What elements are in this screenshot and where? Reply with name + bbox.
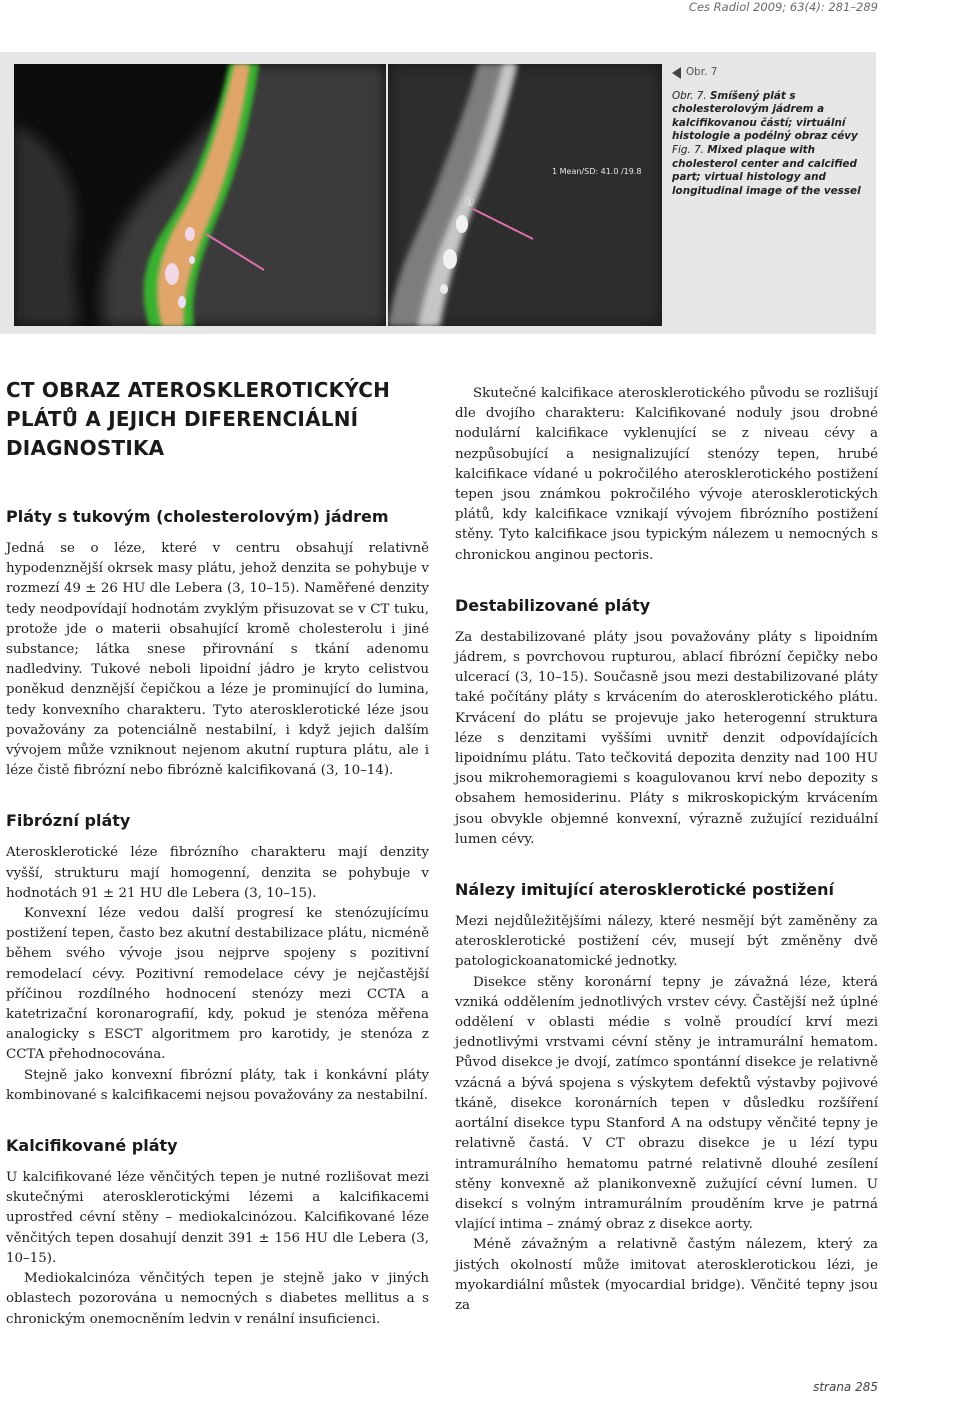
left-column	[6, 376, 429, 1330]
paragraph: Konvexní léze vedou další progresí ke stenózujícímu postižení tepen, často bez akutní destabilizace plátu, nicméně během svého vývoje jsou nejprve spojeny s pozitivní remodelací cévy. Pozitivní remodelace cévy je nejčastější příčinou rozdílného hodnocení stenózy mezi CCTA a katetrizační koronarografií, kdy, pokud je stenóza měřena analogicky s ESCT algoritmem pro karotidy, je stenóza z CCTA přehodnocována.	[6, 906, 429, 1063]
section-title-imitating: Nálezy imitující aterosklerotické postižení	[455, 880, 834, 900]
paragraph: Za destabilizované pláty jsou považovány pláty s lipoidním jádrem, s povrchovou rupturou, ablací fibrózní čepičky nebo ulcerací (3, 10–15). Současně jsou mezi destabilizované pláty také počítány pláty s krvácením do aterosklerotického plátu. Krvácení do plátu se projevuje jako heterogenní struktura léze s denzitami vyššími uvnitř denzit odpovídajících lipoidnímu plátu. Tato tečkovitá depozita denzity nad 100 HU jsou mikrohemoragiemi s koagulovanou krví nebo depozity s obsahem hemosiderinu. Pláty s mikroskopickým krvácením jsou obvykle objemné konvexní, výrazně zužující reziduální lumen cévy.	[455, 629, 878, 847]
paragraph: Jedná se o léze, které v centru obsahují relativně hypodenznější okrsek masy plátu, jehož denzita se pohybuje v rozmezí 49 ± 26 HU dle Lebera (3, 10–15). Naměřené denzity tedy neodpovídají hodnotám zvyklým přisuzovat se v CT tuku, protože jde o materii obsahující kromě cholesterolu i jiné substance; látka snese přirovnání s tkání adenomu nadledviny. Tukové neboli lipoidní jádro je kryto celistvou poněkud denznější čepičkou a léze je prominující do lumina, tedy konvexního charakteru. Tyto aterosklerotické léze jsou považovány za potenciálně nestabilní, i když jejich dalším vývojem může vzniknout nejenom akutní ruptura plátu, ale i léze čistě fibrózní nebo fibrózně kalcifikovaná (3, 10–14).	[6, 541, 429, 779]
paragraph: Disekce stěny koronární tepny je závažná léze, která vzniká oddělením jednotlivých vrstev cévy. Častější než úplné oddělení v oblasti médie s volně proudící krví mezi jednotlivými vrstvami cévní stěny je intramurální hematom. Původ disekce je dvojí, zatímco spontánní disekce je relativně vzácná a bývá spojena s výskytem defektů výstavby pojivové tkáně, disekce koronárních tepen v důsledku rozšíření aortální disekce typu Stanford A na odstupy věnčité tepny je relativně častá. V CT obrazu disekce je u lézí typu intramurálního hematomu patrné relativně dlouhé zesílení stěny konvexně až planikonvexně zužující cévní lumen. U disekcí s volným intramurálním prouděním krve je patrná vlající intima – známý obraz z disekce aorty.	[455, 974, 878, 1233]
section-title-cholesterol: Pláty s tukovým (cholesterolovým) jádrem	[6, 507, 389, 526]
figure-caption	[672, 66, 868, 198]
caption-cz: Obr. 7. Smíšený plát s cholesterolovým jádrem a kalcifikovanou částí; virtuální histologie a podélný obraz cévy	[672, 89, 858, 143]
virtual-histology-image	[14, 64, 386, 326]
roi-measurement-text: 1 Mean/SD: 41.0 /19.8	[552, 167, 642, 176]
journal-reference: Ces Radiol 2009; 63(4): 281–289	[688, 0, 878, 14]
roi-marker: ①	[464, 195, 475, 209]
paragraph: Skutečné kalcifikace aterosklerotického původu se rozlišují dle dvojího charakteru: Kalcifikované noduly jsou drobné nodulární kalcifikace vyklenující se z niveau cévy a nezpůsobující a nesignalizující stenózy tepen, hrubé kalcifikace vídané u pokročilého aterosklerotického postižení tepen jsou známkou pokročilého vývoje aterosklerotických plátů, kdy kalcifikace vznikají vývojem fibrózního postižení stěny. Tyto kalcifikace jsou typickým nálezem u nemocných s chronickou anginou pectoris.	[455, 386, 878, 563]
figure-reference: Obr. 7	[672, 66, 868, 80]
right-column	[455, 384, 878, 1316]
paragraph: Aterosklerotické léze fibrózního charakteru mají denzity vyšší, strukturu mají homogenní, denzita se pohybuje v hodnotách 91 ± 21 HU dle Lebera (3, 10–15).	[6, 845, 429, 901]
page-number: strana 285	[813, 1380, 878, 1394]
main-title: CT OBRAZ ATEROSKLEROTICKÝCH PLÁTŮ A JEJICH DIFERENCIÁLNÍ DIAGNOSTIKA	[6, 378, 391, 460]
section-title-destabilized: Destabilizované pláty	[455, 595, 651, 615]
paragraph: U kalcifikované léze věnčitých tepen je nutné rozlišovat mezi skutečnými aterosklerotickými lézemi a kalcifikacemi uprostřed cévní stěny – mediokalcinózou. Kalcifikované léze věnčitých tepen dosahují denzit 391 ± 156 HU dle Lebera (3, 10–15).	[6, 1170, 429, 1266]
section-title-calcified: Kalcifikované pláty	[6, 1136, 178, 1156]
paragraph: Stejně jako konvexní fibrózní pláty, tak i konkávní pláty kombinované s kalcifikacemi nejsou považovány za nestabilní.	[6, 1067, 429, 1103]
triangle-pointer-icon	[672, 67, 681, 79]
figure-panel	[0, 52, 876, 334]
paragraph: Mezi nejdůležitějšími nálezy, které nesmějí být zaměněny za aterosklerotické postižení cév, musejí být změněny dvě patologickoanatomické jednotky.	[455, 914, 878, 970]
section-title-fibrous: Fibrózní pláty	[6, 811, 131, 831]
longitudinal-ct-image	[388, 64, 662, 326]
paragraph: Mediokalcinóza věnčitých tepen je stejně jako v jiných oblastech pozorována u nemocných s diabetes mellitus a s chronickým onemocněním ledvin v renální insuficienci.	[6, 1271, 429, 1327]
paragraph: Méně závažným a relativně častým nálezem, který za jistých okolností může imitovat aterosklerotickou lézi, je myokardiální můstek (myocardial bridge). Věnčité tepny jsou za	[455, 1237, 878, 1313]
caption-en: Fig. 7. Mixed plaque with cholesterol center and calcified part; virtual histology and longitudinal image of the vessel	[672, 143, 861, 197]
